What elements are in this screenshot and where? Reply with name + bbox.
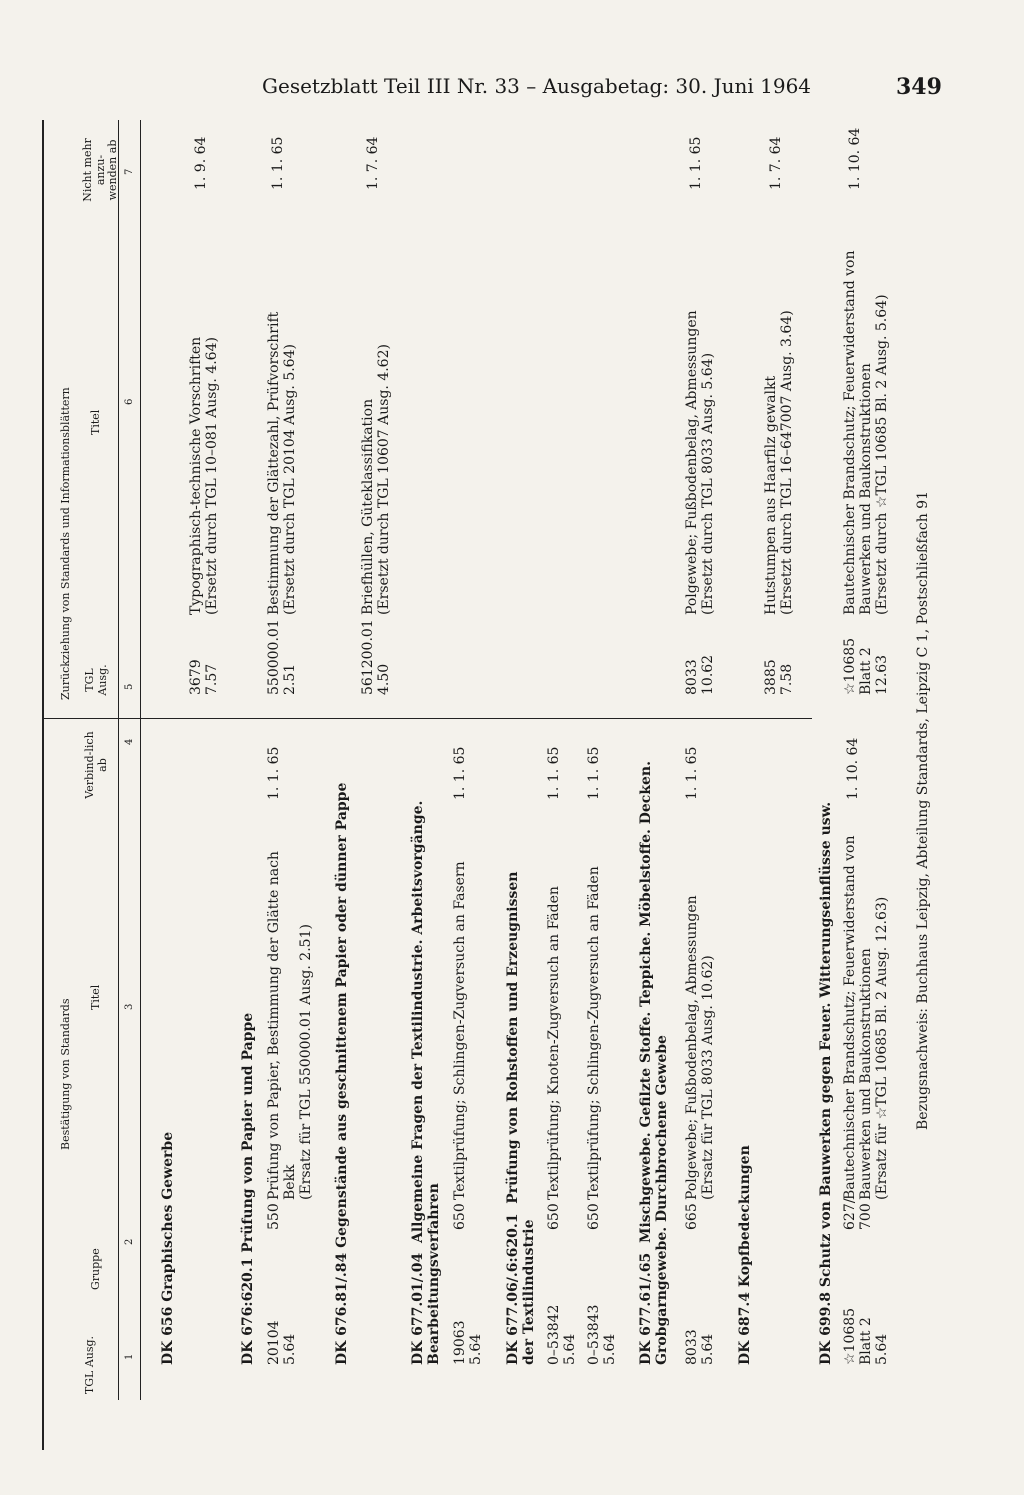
section-heading: DK 677.06/.6:620.1 Prüfung von Rohstoffen und Erzeugnissen der Textilindustrie [505, 871, 538, 1365]
section-heading: DK 676.81/.84 Gegenstände aus geschnittenem Papier oder dünner Pappe [334, 782, 350, 1365]
row-c4: 1. 10. 64 [845, 737, 861, 800]
row-c3: Textilprüfung; Schlingen-Zugversuch an Fasern [452, 861, 468, 1200]
header-bottom-rule [140, 120, 141, 1400]
row-c6: Bestimmung der Glättezahl, Prüfvorschrift (Ersetzt durch TGL 20104 Ausg. 5.64) [266, 311, 299, 615]
group-divider [42, 718, 812, 719]
col-num-5: 5 [124, 683, 135, 690]
row-c1: 20104 5.64 [266, 1320, 299, 1365]
col-num-6: 6 [124, 398, 135, 405]
row-c3: Prüfung von Papier, Bestimmung der Glätte nach Bekk (Ersatz für TGL 550000.01 Ausg. 2.51) [266, 851, 315, 1200]
row-c6: Polgewebe; Fußbodenbelag, Abmessungen (Ersetzt durch TGL 8033 Ausg. 5.64) [684, 310, 717, 615]
group-header-zurueckziehung: Zurückziehung von Standards und Informationsblättern [59, 387, 72, 700]
col-header-2: Gruppe [89, 1248, 102, 1290]
row-c5: 3885 7.58 [763, 659, 796, 695]
row-c2: 627/ 700 [842, 1198, 875, 1230]
row-c6: Hutstumpen aus Haarfilz gewalkt (Ersetzt durch TGL 16–647007 Ausg. 3.64) [763, 310, 796, 615]
row-c5: ☆10685 Blatt 2 12.63 [842, 637, 891, 695]
row-c1: 19063 5.64 [452, 1320, 485, 1365]
section-heading: DK 676:620.1 Prüfung von Papier und Pappe [240, 1012, 256, 1365]
page-number: 349 [896, 74, 942, 100]
table-top-rule [42, 120, 44, 1450]
row-c6: Typographisch-technische Vorschriften (Ersetzt durch TGL 10–081 Ausg. 4.64) [188, 336, 221, 615]
row-c4: 1. 1. 65 [684, 746, 700, 800]
col-num-4: 4 [124, 738, 135, 745]
row-c7: 1. 9. 64 [193, 136, 209, 190]
section-heading: DK 677.01/.04 Allgemeine Fragen der Textilindustrie. Arbeitsvorgänge. Bearbeitungsverfahren [410, 800, 443, 1365]
group-header-bestaetigung: Bestätigung von Standards [59, 998, 72, 1150]
row-c1: 0–53843 5.64 [586, 1304, 619, 1365]
row-c3: Bautechnischer Brandschutz; Feuerwiderstand von Bauwerken und Baukonstruktionen (Ersatz für ☆TGL 10685 Bl. 2 Ausg. 12.63) [842, 835, 891, 1200]
row-c6: Bautechnischer Brandschutz; Feuerwiderstand von Bauwerken und Baukonstruktionen (Ersetzt durch ☆TGL 10685 Bl. 2 Ausg. 5.64) [842, 250, 891, 615]
row-c3: Textilprüfung; Knoten-Zugversuch an Fäden [546, 886, 562, 1200]
header-num-rule [118, 120, 119, 1400]
section-heading: DK 656 Graphisches Gewerbe [160, 1131, 176, 1365]
row-c5: 561200.01 4.50 [360, 619, 393, 695]
col-header-4: Verbind-lich ab [83, 731, 109, 799]
row-c2: 650 [546, 1203, 562, 1230]
col-num-1: 1 [124, 1353, 135, 1360]
row-c2: 550 [266, 1203, 282, 1230]
row-c4: 1. 1. 65 [546, 746, 562, 800]
col-header-1: TGL Ausg. [83, 1335, 96, 1395]
row-c4: 1. 1. 65 [452, 746, 468, 800]
row-c2: 665 [684, 1203, 700, 1230]
row-c7: 1. 7. 64 [768, 136, 784, 190]
section-heading: DK 699.8 Schutz von Bauwerken gegen Feuer. Witterungseinflüsse usw. [818, 801, 834, 1365]
footer-note: Bezugsnachweis: Buchhaus Leipzig, Abteilung Standards, Leipzig C 1, Postschließfach 91 [915, 491, 931, 1130]
row-c2: 650 [586, 1203, 602, 1230]
col-num-3: 3 [124, 1003, 135, 1010]
col-header-5: TGL Ausg. [83, 664, 109, 696]
row-c5: 8033 10.62 [684, 654, 717, 695]
col-num-7: 7 [124, 168, 135, 175]
row-c1: 0–53842 5.64 [546, 1304, 579, 1365]
col-num-2: 2 [124, 1238, 135, 1245]
row-c7: 1. 10. 64 [847, 127, 863, 190]
page-header [0, 74, 1024, 104]
row-c6: Briefhüllen, Güteklassifikation (Ersetzt durch TGL 10607 Ausg. 4.62) [360, 344, 393, 615]
header-title: Gesetzblatt Teil III Nr. 33 – Ausgabetag: 30. Juni 1964 [262, 74, 812, 98]
row-c7: 1. 1. 65 [688, 136, 704, 190]
row-c1: 8033 5.64 [684, 1329, 717, 1365]
col-header-6: Titel [89, 409, 102, 435]
col-header-3: Titel [89, 984, 102, 1010]
row-c5: 3679 7.57 [188, 659, 221, 695]
row-c4: 1. 1. 65 [266, 746, 282, 800]
row-c2: 650 [452, 1203, 468, 1230]
section-heading: DK 677.61/.65 Mischgewebe. Gefilzte Stoffe. Teppiche. Möbelstoffe. Decken. Grobgarngewebe. Durchbrochene Gewebe [638, 761, 671, 1365]
row-c3: Polgewebe; Fußbodenbelag, Abmessungen (Ersatz für TGL 8033 Ausg. 10.62) [684, 895, 717, 1200]
row-c5: 550000.01 2.51 [266, 619, 299, 695]
row-c7: 1. 1. 65 [270, 136, 286, 190]
row-c3: Textilprüfung; Schlingen-Zugversuch an Fäden [586, 866, 602, 1200]
row-c7: 1. 7. 64 [365, 136, 381, 190]
section-heading: DK 687.4 Kopfbedeckungen [737, 1145, 753, 1365]
row-c4: 1. 1. 65 [586, 746, 602, 800]
col-header-7: Nicht mehr anzu-wenden ab [81, 138, 120, 202]
row-c1: ☆10685 Blatt 2 5.64 [842, 1307, 891, 1365]
